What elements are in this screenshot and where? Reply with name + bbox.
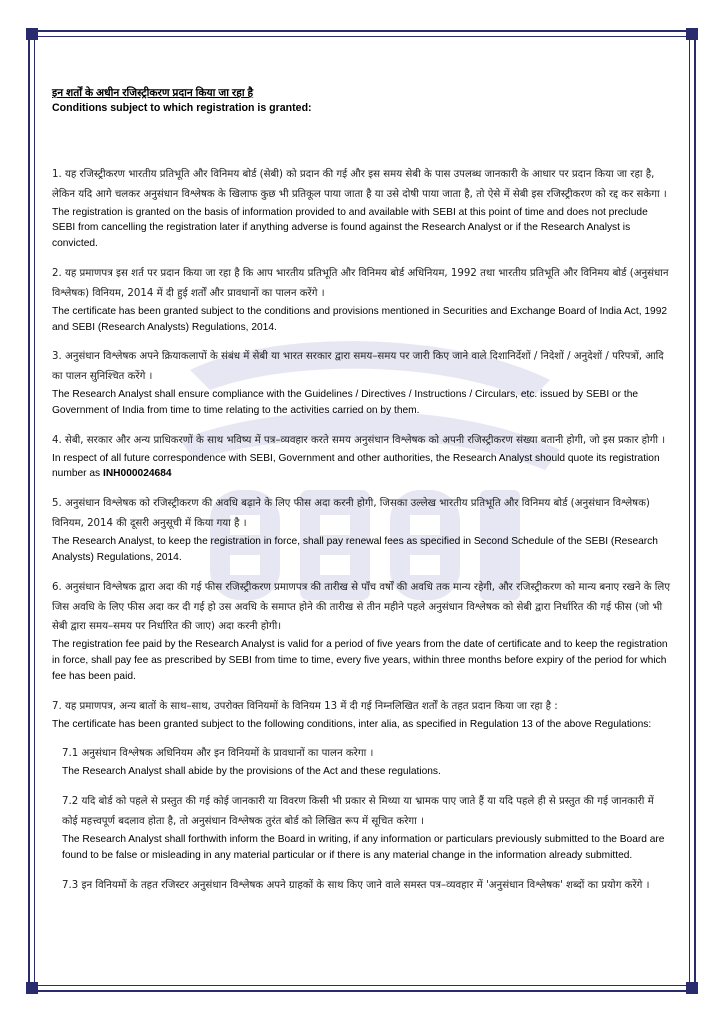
clause-english-text: In respect of all future correspondence with SEBI, Government and other authorities, the Research Analyst should quote its registration number as	[52, 452, 660, 480]
clause-6	[52, 578, 670, 685]
clause-4	[52, 431, 670, 483]
clause-hindi: 5. अनुसंधान विश्लेषक को रजिस्ट्रीकरण की अवधि बढ़ाने के लिए फीस अदा करनी होगी, जिसका उल्लेख भारतीय प्रतिभूति और विनिमय बोर्ड (अनुसंधान विश्लेषक) विनियम, 2014 की दूसरी अनुसूची में किया गया है ।	[52, 498, 650, 530]
clause-hindi: 1. यह रजिस्ट्रीकरण भारतीय प्रतिभूति और विनिमय बोर्ड (सेबी) को प्रदान की गई और इस समय सेबी के पास उपलब्ध जानकारी के आधार पर प्रदान किया जा रहा है, लेकिन यदि आगे चलकर अनुसंधान विश्लेषक के खिलाफ कुछ भी प्रतिकूल पाया जाता है या उसे दोषी पाया जाता है, तो ऐसे में सेबी इस रजिस्ट्रीकरण को रद्द कर सकेगा ।	[52, 168, 667, 200]
document-body	[52, 86, 670, 907]
subclause-7-1	[62, 744, 670, 780]
clause-hindi: 4. सेबी, सरकार और अन्य प्राधिकरणों के साथ भविष्य में पत्र–व्यवहार करते समय अनुसंधान विश्लेषक को अपनी रजिस्ट्रीकरण संख्या बतानी होगी, जो इस प्रकार होगी ।	[52, 434, 666, 446]
corner-ornament	[26, 28, 38, 40]
clause-english: The certificate has been granted subject to the conditions and provisions mentioned in Securities and Exchange Board of India Act, 1992 and SEBI (Research Analysts) Regulations, 2014.	[52, 305, 668, 333]
clause-english: The Research Analyst shall ensure compliance with the Guidelines / Directives / Instructions / Circulars, etc. issued by SEBI or the Government of India from time to time relating to the activities carried on by them.	[52, 389, 639, 416]
subclause-english: The Research Analyst shall forthwith inform the Board in writing, if any information or particulars previously submitted to the Board are found to be false or misleading in any material particular or if there is any material change in the information already submitted.	[62, 833, 665, 861]
subclause-english: The Research Analyst shall abide by the provisions of the Act and these regulations.	[62, 766, 441, 778]
clause-7	[52, 697, 670, 733]
subclause-7-3	[62, 876, 670, 896]
subclause-7-2	[62, 792, 670, 863]
clause-english	[52, 451, 670, 483]
clause-1	[52, 165, 670, 252]
heading-english: Conditions subject to which registration is granted:	[52, 102, 312, 115]
corner-ornament	[686, 982, 698, 994]
subclause-hindi: 7.3 इन विनियमों के तहत रजिस्टर अनुसंधान विश्लेषक अपने ग्राहकों के साथ किए जाने वाले समस्त पत्र–व्यवहार में 'अनुसंधान विश्लेषक' शब्दों का प्रयोग करेंगे ।	[62, 879, 650, 891]
clause-3	[52, 347, 670, 418]
clause-hindi: 3. अनुसंधान विश्लेषक अपने क्रियाकलापों के संबंध में सेबी या भारत सरकार द्वारा समय–समय पर जारी किए जाने वाले दिशानिर्देशों / निदेशों / अनुदेशों / परिपत्रों, आदि का पालन सुनिश्चित करेंगे ।	[52, 351, 664, 383]
clause-english: The registration is granted on the basis of information provided to and available with SEBI at this point of time and does not preclude SEBI from cancelling the registration later if anything adverse is found against the Research Analyst or if the Research Analyst is convicted.	[52, 206, 648, 250]
clause-5	[52, 494, 670, 565]
corner-ornament	[26, 982, 38, 994]
clause-2	[52, 264, 670, 335]
subclause-hindi: 7.1 अनुसंधान विश्लेषक अधिनियम और इन विनियमों के प्रावधानों का पालन करेगा ।	[62, 748, 374, 760]
clause-english: The certificate has been granted subject to the following conditions, inter alia, as specified in Regulation 13 of the above Regulations:	[52, 718, 652, 730]
clause-english: The registration fee paid by the Research Analyst is valid for a period of five years from the date of certificate and to keep the registration in force, shall pay fee as prescribed by SEBI from time to time, every five years, within three months before expiry of the period for which fee has been paid.	[52, 639, 668, 682]
clause-hindi: 2. यह प्रमाणपत्र इस शर्त पर प्रदान किया जा रहा है कि आप भारतीय प्रतिभूति और विनिमय बोर्ड अधिनियम, 1992 तथा भारतीय प्रतिभूति और विनिमय बोर्ड (अनुसंधान विश्लेषक) विनियम, 2014 में दी हुई शर्तों और प्रावधानों का पालन करेंगे ।	[52, 267, 669, 299]
clause-english: The Research Analyst, to keep the registration in force, shall pay renewal fees as specified in Second Schedule of the SEBI (Research Analysts) Regulations, 2014.	[52, 536, 658, 563]
registration-number: INH000024684	[102, 468, 172, 480]
clause-hindi: 6. अनुसंधान विश्लेषक द्वारा अदा की गई फीस रजिस्ट्रीकरण प्रमाणपत्र की तारीख से पाँच वर्षों की अवधि तक मान्य रहेगी, और रजिस्ट्रीकरण को मान्य बनाए रखने के लिए जिस अवधि के लिए फीस अदा कर दी गई हो उस अवधि के समाप्त होने की तारीख से तीन महीने पहले अनुसंधान विश्लेषक को सेबी द्वारा निर्धारित की गई फीस (जो भी सेबी द्वारा समय–समय पर निर्धारित की जाए) अदा करनी होगी।	[52, 581, 670, 633]
corner-ornament	[686, 28, 698, 40]
clause-hindi: 7. यह प्रमाणपत्र, अन्य बातों के साथ–साथ, उपरोक्त विनियमों के विनियम 13 में दी गई निम्नलिखित शर्तों के तहत प्रदान किया जा रहा है :	[52, 700, 558, 712]
subclause-hindi: 7.2 यदि बोर्ड को पहले से प्रस्तुत की गई कोई जानकारी या विवरण किसी भी प्रकार से मिथ्या या भ्रामक पाए जाते हैं या यदि पहले ही से प्रस्तुत की गई जानकारी में कोई महत्त्वपूर्ण बदलाव होता है, तो अनुसंधान विश्लेषक तुरंत बोर्ड को लिखित रूप में सूचित करेगा ।	[62, 796, 654, 828]
heading-hindi: इन शर्तों के अधीन रजिस्ट्रीकरण प्रदान किया जा रहा है	[52, 87, 254, 99]
